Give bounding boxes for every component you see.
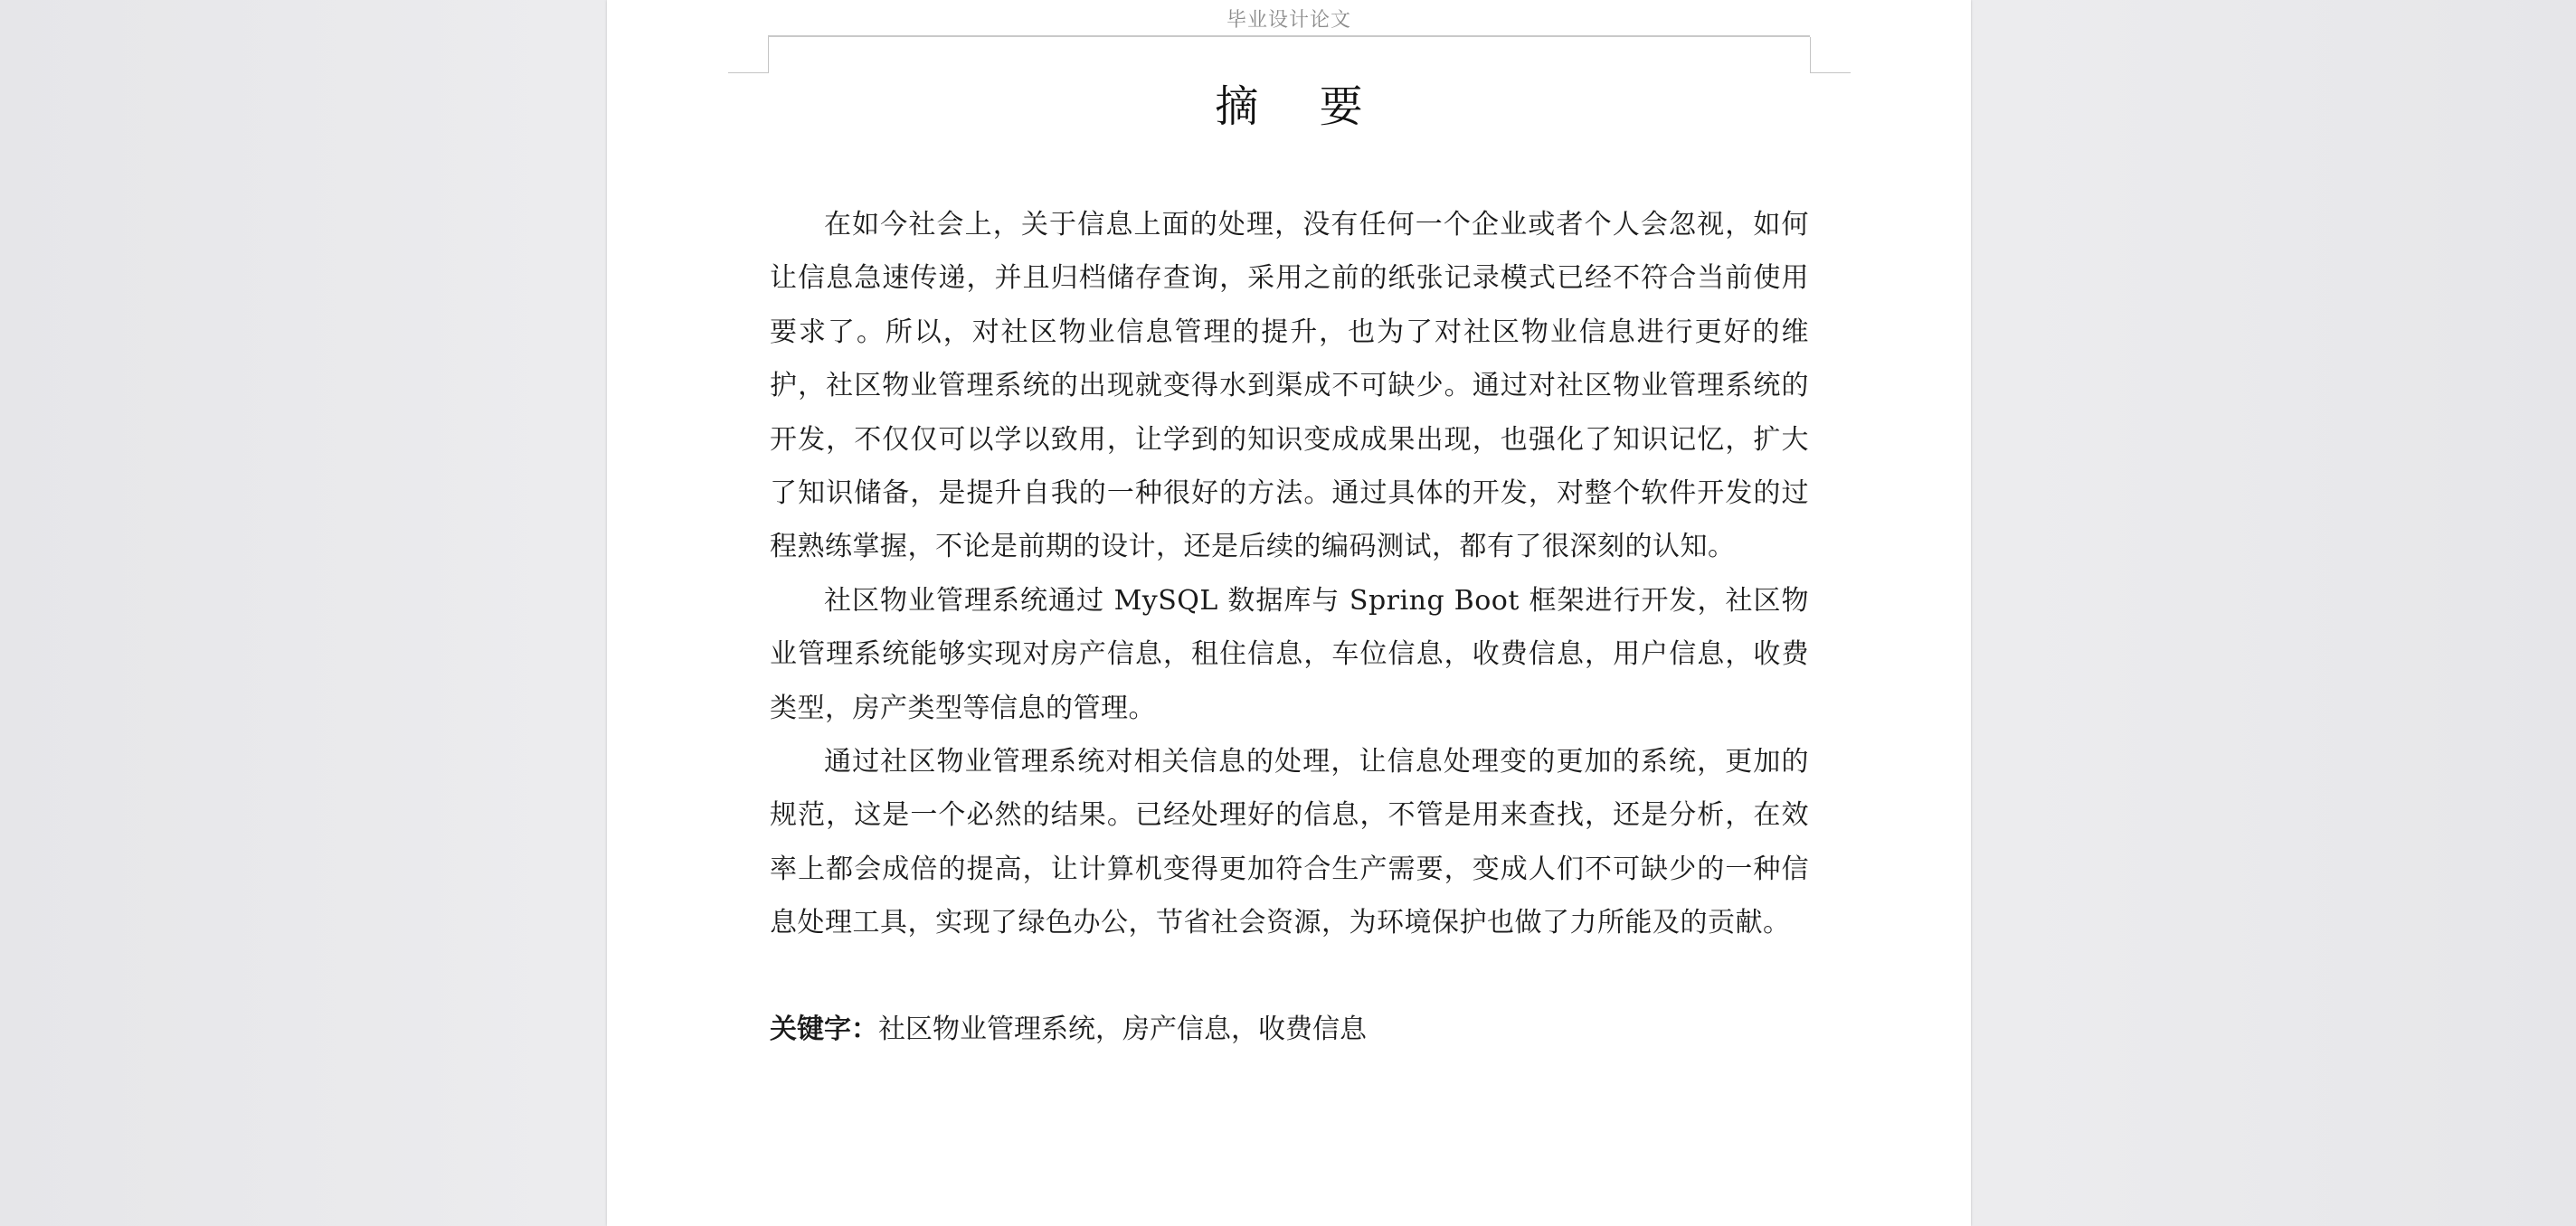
abstract-body — [770, 198, 1809, 950]
keywords-value: 社区物业管理系统，房产信息，收费信息 — [878, 1014, 1367, 1045]
abstract-paragraph-2: 社区物业管理系统通过 MySQL 数据库与 Spring Boot 框架进行开发，社区物业管理系统能够实现对房产信息，租住信息，车位信息，收费信息，用户信息，收费类型，房产类型等信息的管理。 — [770, 584, 1809, 724]
keywords-label: 关键字： — [770, 1014, 878, 1045]
abstract-title: 摘 要 — [1215, 81, 1387, 132]
abstract-paragraph-3: 通过社区物业管理系统对相关信息的处理，让信息处理变的更加的系统，更加的规范，这是一个必然的结果。已经处理好的信息，不管是用来查找，还是分析，在效率上都会成倍的提高，让计算机变得更加符合生产需要，变成人们不可缺少的一种信息处理工具，实现了绿色办公，节省社会资源，为环境保护也做了力所能及的贡献。 — [770, 746, 1809, 939]
keywords-line — [770, 1003, 1809, 1056]
header-rule — [768, 35, 1810, 37]
document-page — [607, 0, 1971, 1226]
margin-corner-mark-right — [1810, 37, 1851, 73]
margin-corner-mark-left — [728, 37, 769, 73]
page-header: 毕业设计论文 — [1226, 9, 1351, 32]
abstract-paragraph-1: 在如今社会上，关于信息上面的处理，没有任何一个企业或者个人会忽视，如何让信息急速传递，并且归档储存查询，采用之前的纸张记录模式已经不符合当前使用要求了。所以，对社区物业信息管理的提升，也为了对社区物业信息进行更好的维护，社区物业管理系统的出现就变得水到渠成不可缺少。通过对社区物业管理系统的开发，不仅仅可以学以致用，让学到的知识变成成果出现，也强化了知识记忆，扩大了知识储备，是提升自我的一种很好的方法。通过具体的开发，对整个软件开发的过程熟练掌握，不论是前期的设计，还是后续的编码测试，都有了很深刻的认知。 — [770, 209, 1809, 563]
